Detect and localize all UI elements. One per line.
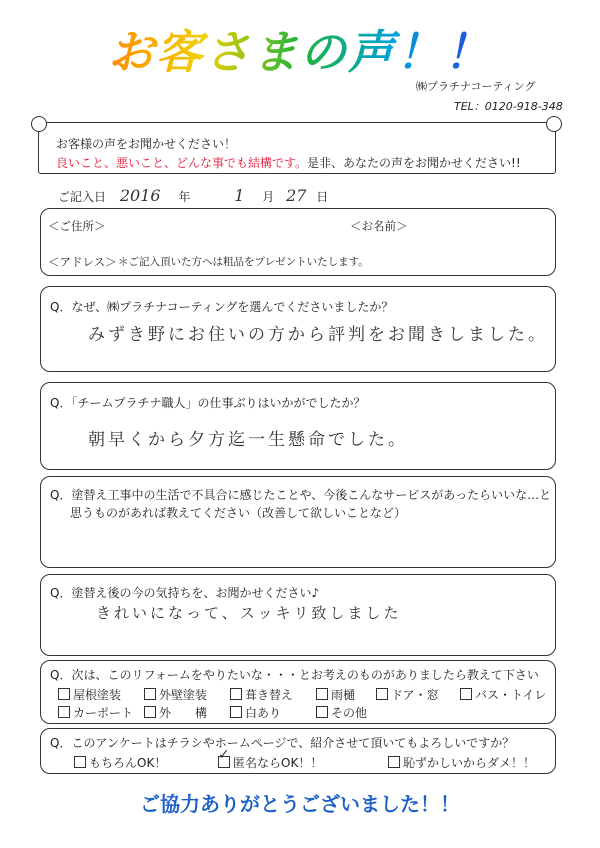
option-bath-toilet[interactable]: バス・トイレ: [460, 686, 546, 703]
option-door-window[interactable]: ドア・窓: [376, 686, 439, 703]
intro-line-2: [56, 154, 521, 171]
option-other[interactable]: その他: [316, 704, 367, 721]
option-gutter[interactable]: 雨樋: [316, 686, 355, 703]
reform-question: Q．次は、このリフォームをやりたいな・・・とお考えのものがありましたら教えて下さい: [50, 668, 539, 682]
checked-mark-icon: ✓: [218, 747, 230, 763]
answer-4: きれいになって、スッキリ致しました: [96, 604, 402, 622]
scroll-curl-right: [546, 116, 562, 132]
option-roof-paint[interactable]: 屋根塗装: [58, 686, 121, 703]
year-label: 年: [178, 190, 191, 204]
day-label: 日: [316, 190, 329, 204]
residence-label: ＜ご住所＞: [48, 219, 106, 233]
option-ok[interactable]: もちろんOK！: [74, 754, 166, 771]
answer-2: 朝早くから夕方迄一生懸命でした。: [88, 430, 408, 450]
intro-line-1: お客様の声をお聞かせください！: [56, 137, 237, 151]
option-carport[interactable]: カーポート: [58, 704, 133, 721]
company-name: ㈱プラチナコーティング: [416, 80, 536, 93]
question-2: Q．「チームプラチナ職人」の仕事ぶりはいかがでしたか？: [50, 396, 366, 410]
question-3-line-2: 思うものがあれば教えてください（改善して欲しいことなど）: [70, 506, 407, 520]
question-3-line-1: Q．塗替え工事中の生活で不具合に感じたことや、今後こんなサービスがあったらいいな…と: [50, 488, 552, 502]
option-termite[interactable]: 白あり: [230, 704, 281, 721]
question-4: Q．塗替え後の今の気持ちを、お聞かせください♪: [50, 586, 320, 600]
intro-request: 是非、あなたの声をお聞かせください!!: [307, 156, 521, 170]
date-year: 2016: [119, 186, 161, 205]
option-reroof[interactable]: 葺き替え: [230, 686, 293, 703]
date-label: ご記入日: [58, 190, 107, 204]
option-decline[interactable]: 恥ずかしいからダメ！！: [388, 754, 535, 771]
question-1: Q．なぜ、㈱プラチナコーティングを選んでくださいましたか？: [50, 300, 394, 314]
page-title: お客さまの声！！: [0, 16, 600, 82]
month-label: 月: [262, 190, 275, 204]
thanks-message: ご協力ありがとうございました！！: [140, 792, 460, 816]
survey-question: Q．このアンケートはチラシやホームページで、紹介させて頂いてもよろしいですか？: [50, 736, 515, 750]
date-month: 1: [234, 186, 245, 205]
name-label: ＜お名前＞: [350, 219, 408, 233]
option-wall-paint[interactable]: 外壁塗装: [144, 686, 207, 703]
scroll-curl-left: [31, 116, 47, 132]
date-row: [58, 186, 328, 205]
date-day: 27: [286, 186, 307, 205]
answer-1: みずき野にお住いの方から評判をお聞きしました。: [88, 325, 548, 345]
option-anonymous-ok[interactable]: 匿名ならOK！！: [218, 754, 322, 771]
intro-highlight: 良いこと、悪いこと、どんな事でも結構です。: [56, 156, 308, 170]
phone-number: TEL：0120-918-348: [454, 100, 563, 113]
address-label: ＜アドレス＞: [48, 255, 117, 269]
gift-note: ＊ご記入頂いた方へは粗品をプレゼントいたします。: [118, 256, 369, 268]
option-exterior[interactable]: 外 構: [144, 704, 207, 721]
